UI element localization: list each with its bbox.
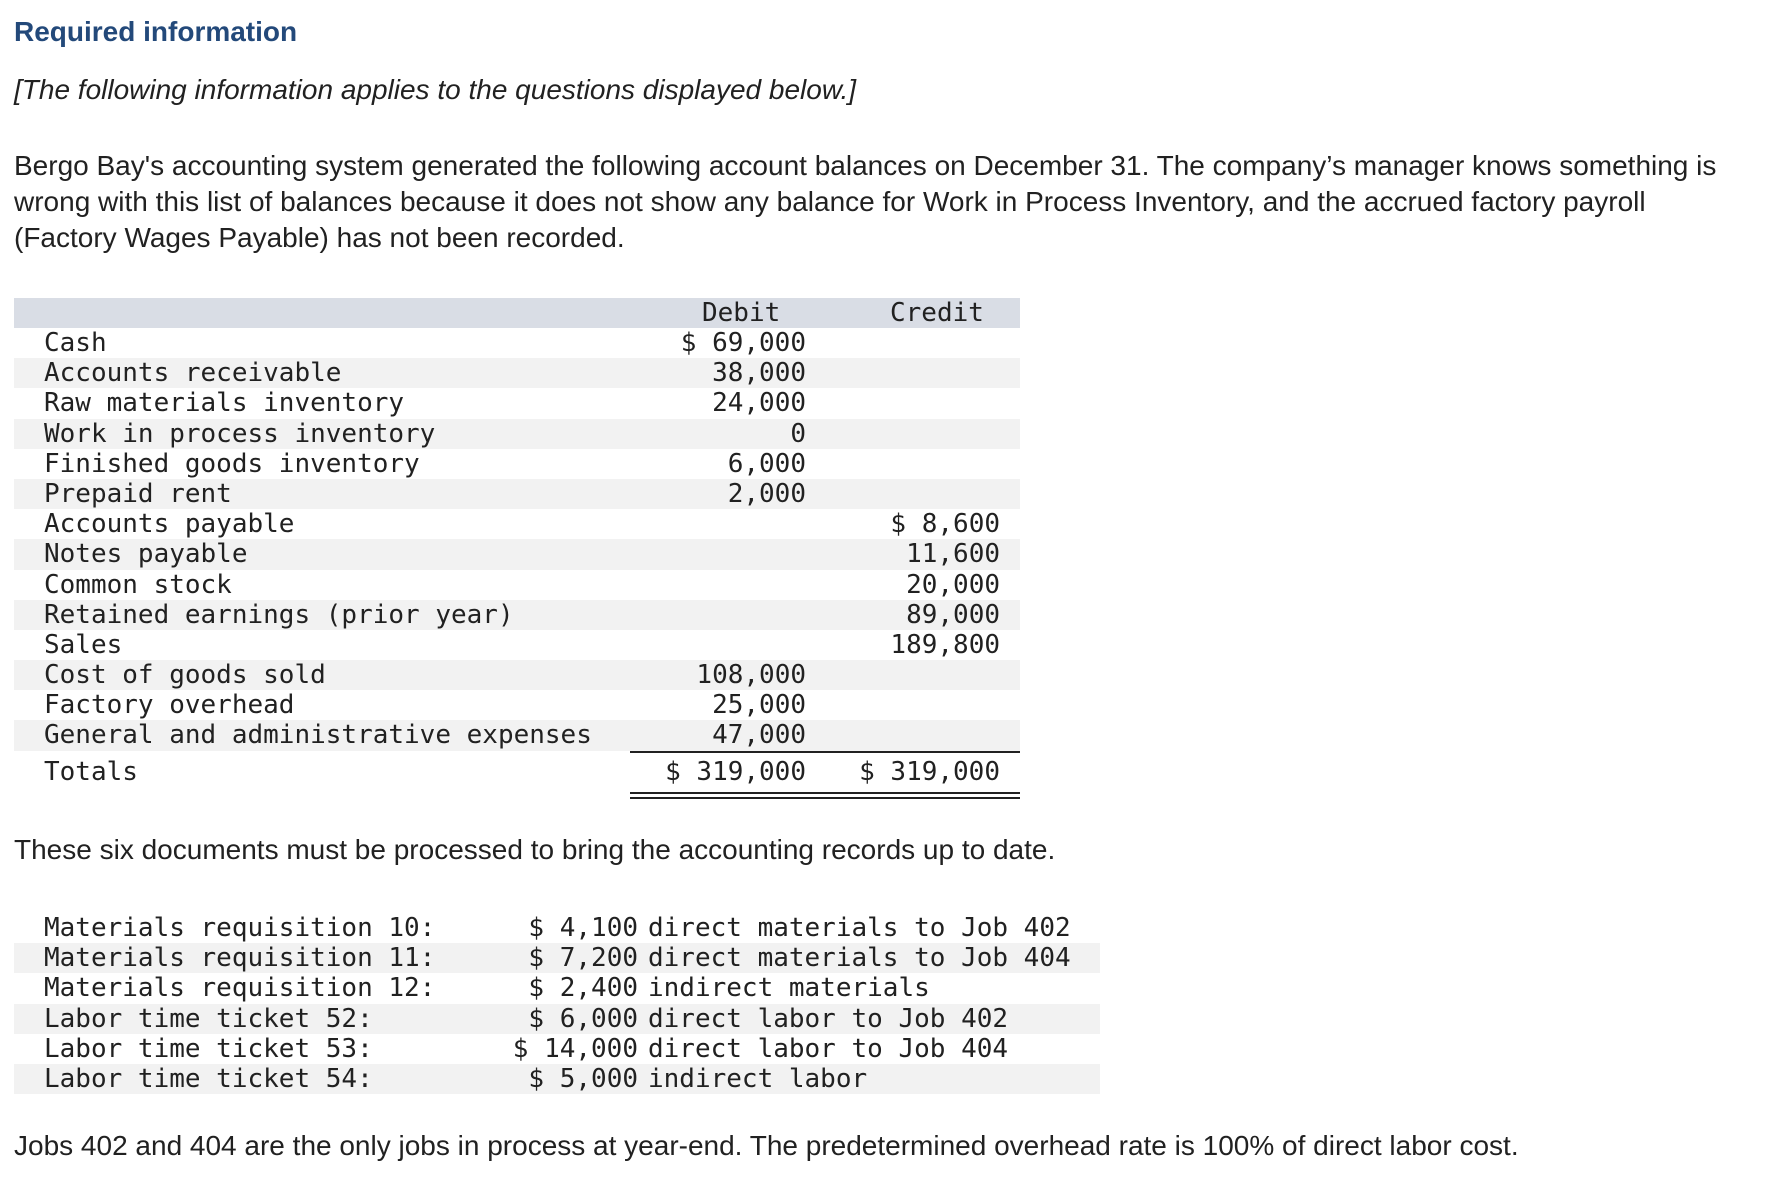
debit-amount: 6,000 <box>727 448 806 479</box>
table-row <box>14 600 1020 630</box>
document-amount: $ 4,100 <box>528 913 638 943</box>
debit-amount: 24,000 <box>712 388 806 419</box>
intro-paragraph: Bergo Bay's accounting system generated the following account balances on December 31. The company’s manager knows something is wrong with this list of balances because it does not show any balance for Work in Process Inventory, and the accrued factory payroll (Factory Wages Payable) has not been recorded. <box>14 150 1717 253</box>
credit-amount: $ 8,600 <box>890 509 1000 540</box>
document-description: direct materials to Job 404 <box>648 943 1071 974</box>
credit-amount: 11,600 <box>906 539 1000 570</box>
account-name: Accounts receivable <box>44 358 342 389</box>
document-name: Labor time ticket 52: <box>44 1003 373 1034</box>
table-row <box>14 660 1020 690</box>
totals-double-rule-bottom <box>630 797 1020 799</box>
document-amount: $ 5,000 <box>528 1063 638 1094</box>
debit-amount: 0 <box>790 418 806 449</box>
account-name: Cash <box>44 328 107 358</box>
totals-rule <box>630 751 1020 753</box>
document-row <box>14 913 1100 943</box>
document-name: Materials requisition 10: <box>44 913 436 943</box>
document-description: indirect materials <box>648 973 930 1004</box>
document-name: Labor time ticket 53: <box>44 1033 373 1064</box>
section-subheading: [The following information applies to the questions displayed below.] <box>14 74 857 105</box>
account-name: Work in process inventory <box>44 418 436 449</box>
table-row <box>14 570 1020 600</box>
table-row <box>14 630 1020 660</box>
account-name: General and administrative expenses <box>44 720 592 751</box>
debit-amount: 47,000 <box>712 720 806 751</box>
totals-label: Totals <box>44 757 138 787</box>
document-row <box>14 943 1100 973</box>
totals-double-rule-top <box>630 792 1020 794</box>
account-name: Cost of goods sold <box>44 660 326 691</box>
document-amount: $ 6,000 <box>528 1003 638 1034</box>
account-name: Prepaid rent <box>44 478 232 509</box>
table-row <box>14 419 1020 449</box>
table-row <box>14 479 1020 509</box>
account-name: Common stock <box>44 569 232 600</box>
document-description: direct materials to Job 402 <box>648 913 1071 943</box>
totals-row <box>14 757 1020 789</box>
table-row <box>14 388 1020 418</box>
document-name: Materials requisition 12: <box>44 973 436 1004</box>
document-row <box>14 1004 1100 1034</box>
document-amount: $ 14,000 <box>512 1033 638 1064</box>
total-debit: $ 319,000 <box>665 757 806 787</box>
account-name: Factory overhead <box>44 690 295 721</box>
document-description: indirect labor <box>648 1063 868 1094</box>
table-row <box>14 449 1020 479</box>
table-row <box>14 690 1020 720</box>
documents-intro: These six documents must be processed to bring the accounting records up to date. <box>14 834 1056 865</box>
document-row <box>14 1064 1100 1094</box>
account-name: Notes payable <box>44 539 248 570</box>
debit-amount: 108,000 <box>696 660 806 691</box>
table-row <box>14 720 1020 750</box>
trial-balance-body <box>14 328 1020 751</box>
account-name: Sales <box>44 629 123 660</box>
debit-amount: $ 69,000 <box>680 328 806 358</box>
credit-amount: 189,800 <box>890 629 1000 660</box>
document-row <box>14 1034 1100 1064</box>
trial-balance-table <box>14 298 1020 751</box>
total-credit: $ 319,000 <box>859 757 1000 787</box>
credit-amount: 20,000 <box>906 569 1000 600</box>
footer-note: Jobs 402 and 404 are the only jobs in process at year-end. The predetermined overhead rate is 100% of direct labor cost. <box>14 1130 1519 1161</box>
document-amount: $ 7,200 <box>528 943 638 974</box>
debit-column-header: Debit <box>702 298 781 328</box>
trial-balance-header <box>14 298 1020 328</box>
document-amount: $ 2,400 <box>528 973 638 1004</box>
table-row <box>14 539 1020 569</box>
table-row <box>14 358 1020 388</box>
debit-amount: 2,000 <box>727 478 806 509</box>
document-name: Materials requisition 11: <box>44 943 436 974</box>
document-name: Labor time ticket 54: <box>44 1063 373 1094</box>
account-name: Retained earnings (prior year) <box>44 599 514 630</box>
account-name: Finished goods inventory <box>44 448 420 479</box>
account-name: Raw materials inventory <box>44 388 405 419</box>
table-row <box>14 509 1020 539</box>
credit-column-header: Credit <box>890 298 984 328</box>
debit-amount: 38,000 <box>712 358 806 389</box>
table-row <box>14 328 1020 358</box>
document-row <box>14 973 1100 1003</box>
credit-amount: 89,000 <box>906 599 1000 630</box>
section-heading: Required information <box>14 16 298 47</box>
documents-table <box>14 913 1100 1094</box>
document-description: direct labor to Job 402 <box>648 1003 1009 1034</box>
debit-amount: 25,000 <box>712 690 806 721</box>
document-description: direct labor to Job 404 <box>648 1033 1009 1064</box>
account-name: Accounts payable <box>44 509 295 540</box>
